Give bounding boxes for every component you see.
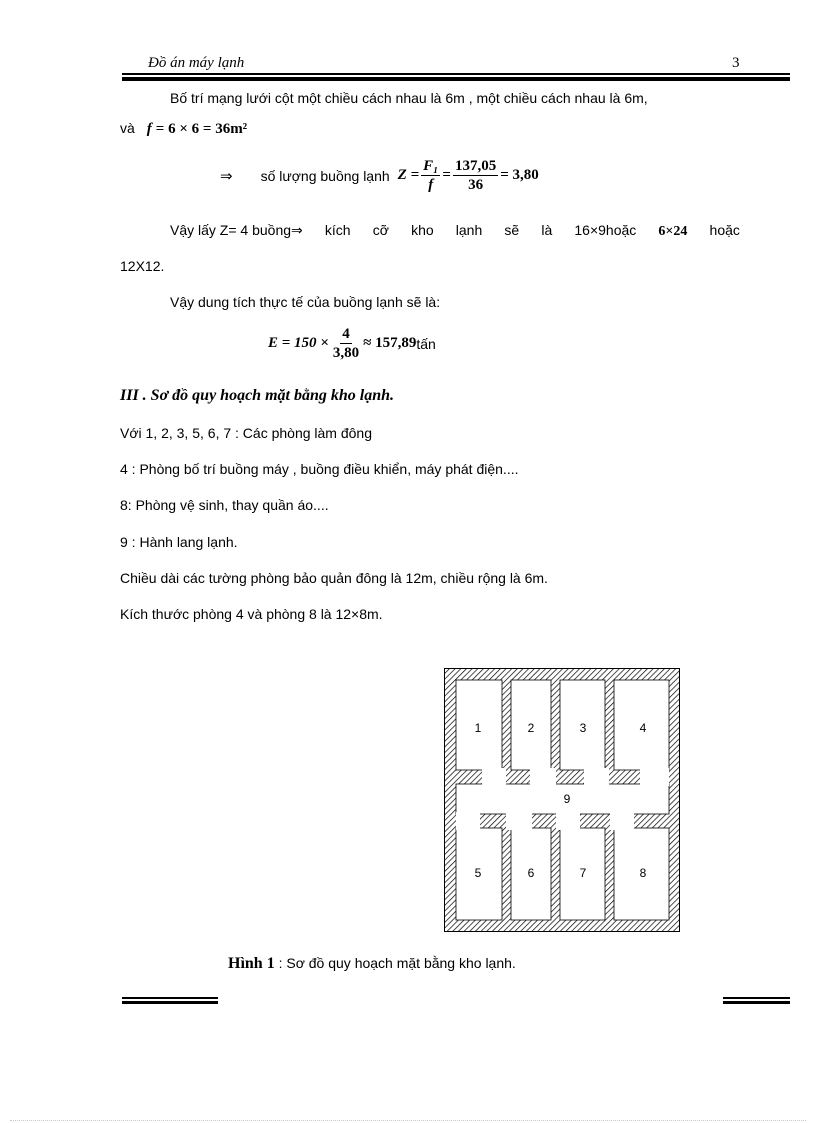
- formula-f-rhs: = 6 × 6 = 36m²: [155, 121, 248, 137]
- room-label-9: 9: [563, 792, 571, 806]
- list-item: Chiều dài các tường phòng bảo quản đông là 12m, chiều rộng là 6m.: [120, 570, 548, 586]
- fraction-4-over-380: [331, 326, 361, 361]
- and-prefix: và: [120, 120, 135, 136]
- section-heading: III . Sơ đồ quy hoạch mặt bằng kho lạnh.: [120, 387, 394, 404]
- room-label-2: 2: [527, 721, 535, 735]
- door-gap: [506, 812, 532, 830]
- footer-bar-left: [122, 997, 218, 999]
- caption-text: : Sơ đồ quy hoạch mặt bằng kho lạnh.: [274, 955, 516, 971]
- frac-num: 137,05: [454, 158, 497, 174]
- list-item: Kích thước phòng 4 và phòng 8 là 12×8m.: [120, 606, 383, 622]
- door-gap: [482, 768, 506, 786]
- list-item: Với 1, 2, 3, 5, 6, 7 : Các phòng làm đông: [120, 425, 372, 441]
- dim-16x9: 16×9: [574, 222, 606, 238]
- para2-line2: 12X12.: [120, 258, 165, 274]
- door-gap: [456, 812, 480, 830]
- formula-e-approx: ≈ 157,89: [363, 335, 417, 351]
- door-gap: [556, 812, 580, 830]
- corridor-9: [456, 784, 669, 814]
- para2-or: hoặc: [709, 222, 740, 238]
- header-rule-thin: [122, 73, 790, 75]
- header-rule-thick: [122, 77, 790, 81]
- room-label-3: 3: [579, 721, 587, 735]
- para3: Vậy dung tích thực tế của buồng lạnh sẽ là:: [170, 294, 441, 310]
- page-edge-dotted-line: [10, 1120, 806, 1121]
- frac-num: F₁: [423, 158, 439, 174]
- para2-lead: Vậy lấy Z= 4 buồng⇒: [170, 222, 303, 238]
- para2-word: kho: [411, 222, 434, 238]
- room-label-8: 8: [639, 866, 647, 880]
- frac-den: f: [428, 177, 434, 193]
- formula-e-lhs: E = 150 ×: [268, 335, 329, 351]
- page-number: 3: [732, 55, 740, 71]
- door-gap: [640, 768, 669, 786]
- footer-bar-right: [723, 1001, 790, 1004]
- implies-arrow: ⇒: [220, 167, 233, 185]
- room-label-5: 5: [474, 866, 482, 880]
- footer-bar-left: [122, 1001, 218, 1004]
- door-gap: [584, 768, 609, 786]
- list-item: 9 : Hành lang lạnh.: [120, 534, 238, 550]
- frac-den: 3,80: [332, 345, 360, 361]
- fraction-area-over-f: [453, 158, 498, 193]
- para2-word: là: [541, 222, 553, 238]
- formula-e-unit: tấn: [416, 335, 436, 352]
- para2-or: hoặc: [605, 222, 637, 238]
- para2-line1: [170, 222, 740, 240]
- room-label-1: 1: [474, 721, 482, 735]
- list-item: 8: Phòng vệ sinh, thay quần áo....: [120, 497, 329, 513]
- para2-word: lạnh: [455, 222, 483, 238]
- figure-caption: [228, 955, 516, 973]
- room-label-7: 7: [579, 866, 587, 880]
- frac-num: 4: [342, 326, 350, 342]
- header-title: Đồ án máy lạnh: [148, 55, 245, 71]
- formula-z-eq: =: [442, 167, 451, 183]
- formula-z: [220, 158, 539, 193]
- formula-z-lhs: Z =: [397, 167, 420, 183]
- frac-den: 36: [468, 177, 484, 193]
- formula-z-label: số lượng buồng lạnh: [260, 167, 390, 184]
- para2-word: sẽ: [504, 222, 520, 238]
- para2-word: cỡ: [372, 222, 389, 238]
- formula-e: [268, 326, 436, 361]
- para1-line1: Bố trí mạng lưới cột một chiều cách nhau là 6m , một chiều cách nhau là 6m,: [170, 90, 648, 106]
- caption-label: Hình 1: [228, 955, 275, 972]
- floor-plan-diagram: [444, 668, 680, 932]
- footer-bar-right: [723, 997, 790, 999]
- dim-6x24: 6×24: [658, 224, 688, 239]
- formula-z-result: = 3,80: [500, 167, 539, 183]
- para1-line2: [120, 120, 247, 138]
- formula-f-lhs: f: [146, 121, 152, 137]
- fraction-f1-over-f: [421, 158, 440, 193]
- room-label-4: 4: [639, 721, 647, 735]
- room-label-6: 6: [527, 866, 535, 880]
- para2-word: kích: [324, 222, 351, 238]
- door-gap: [610, 812, 634, 830]
- door-gap: [530, 768, 556, 786]
- list-item: 4 : Phòng bố trí buồng máy , buồng điều khiển, máy phát điện....: [120, 461, 519, 477]
